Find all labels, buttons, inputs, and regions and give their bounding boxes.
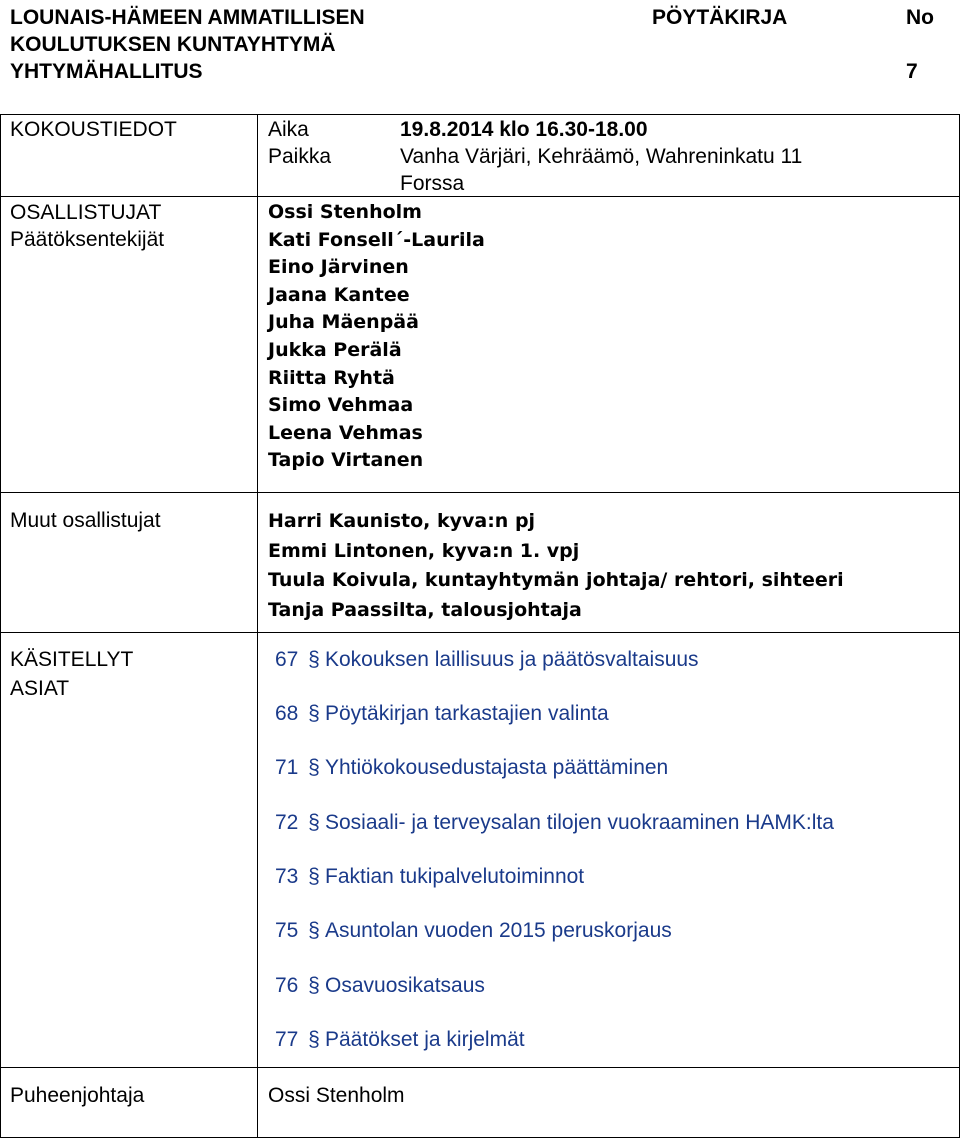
meeting-info-label: KOKOUSTIEDOT: [10, 118, 177, 141]
chair-name: Ossi Stenholm: [268, 1084, 405, 1107]
organization-name-line1: LOUNAIS-HÄMEEN AMMATILLISEN: [10, 6, 365, 29]
section-sign-icon: §: [308, 974, 320, 997]
decision-maker-name: Leena Vehmas: [268, 421, 423, 444]
section-sign-icon: §: [308, 648, 320, 671]
section-sign-icon: §: [308, 811, 320, 834]
decision-maker-name: Simo Vehmaa: [268, 394, 414, 417]
agenda-item[interactable]: [275, 754, 668, 782]
organization-name-line2: KOULUTUKSEN KUNTAYHTYMÄ: [10, 33, 336, 56]
time-label: Aika: [268, 118, 309, 141]
decision-makers-list: [268, 199, 485, 475]
agenda-item[interactable]: [275, 646, 699, 674]
agenda-item-title: Faktian tukipalvelutoiminnot: [325, 865, 585, 888]
board-name: YHTYMÄHALLITUS: [10, 60, 203, 83]
place-label: Paikka: [268, 145, 332, 168]
section-sign-icon: §: [308, 919, 320, 942]
agenda-item-number: 68: [275, 702, 299, 725]
decision-maker-name: Riitta Ryhtä: [268, 366, 395, 389]
section-sign-icon: §: [308, 702, 320, 725]
agenda-item[interactable]: [275, 863, 584, 891]
chair-label: Puheenjohtaja: [10, 1084, 145, 1107]
section-sign-icon: §: [308, 756, 320, 779]
other-participant: Tuula Koivula, kuntayhtymän johtaja/ rehtori, sihteeri: [268, 569, 844, 591]
decision-maker-name: Ossi Stenholm: [268, 201, 422, 223]
row-divider-decision-makers: [0, 492, 960, 493]
page-number: 7: [906, 60, 918, 83]
other-participant: Harri Kaunisto, kyva:n pj: [268, 510, 536, 532]
row-divider-others: [0, 632, 960, 633]
agenda-item-number: 72: [275, 811, 299, 834]
number-label: No: [906, 6, 934, 29]
agenda-item[interactable]: [275, 1026, 525, 1054]
other-participants-list: [268, 507, 844, 625]
agenda-item[interactable]: [275, 972, 485, 1000]
section-sign-icon: §: [308, 865, 320, 888]
decision-makers-label: Päätöksentekijät: [10, 228, 165, 251]
agenda-item[interactable]: [275, 700, 609, 728]
agenda-item-number: 71: [275, 756, 299, 779]
document-type: PÖYTÄKIRJA: [652, 6, 788, 29]
decision-maker-name: Juha Mäenpää: [268, 311, 419, 334]
agenda-item[interactable]: [275, 917, 672, 945]
agenda-item-number: 75: [275, 919, 299, 942]
decision-maker-name: Jukka Perälä: [268, 338, 402, 361]
decision-maker-name: Eino Järvinen: [268, 256, 409, 279]
place-value-city: Forssa: [400, 172, 465, 195]
agenda-item-title: Pöytäkirjan tarkastajien valinta: [325, 702, 609, 725]
agenda-item-title: Yhtiökokousedustajasta päättäminen: [325, 756, 669, 779]
other-participant: Tanja Paassilta, talousjohtaja: [268, 598, 582, 621]
table-top-border: [0, 114, 960, 115]
place-value-address: Vanha Värjäri, Kehräämö, Wahreninkatu 11: [400, 145, 803, 168]
row-divider-meeting: [0, 196, 960, 197]
other-participant: Emmi Lintonen, kyva:n 1. vpj: [268, 539, 580, 562]
table-left-border: [0, 114, 1, 1138]
agenda-item-number: 73: [275, 865, 299, 888]
time-value: 19.8.2014 klo 16.30-18.00: [400, 118, 648, 141]
agenda-item-title: Osavuosikatsaus: [325, 974, 485, 997]
agenda-item[interactable]: [275, 809, 834, 837]
agenda-label-line2: ASIAT: [10, 677, 70, 700]
agenda-item-number: 76: [275, 974, 299, 997]
agenda-item-number: 77: [275, 1028, 299, 1051]
other-participants-label: Muut osallistujat: [10, 509, 161, 532]
decision-maker-name: Tapio Virtanen: [268, 449, 424, 472]
section-sign-icon: §: [308, 1028, 320, 1051]
agenda-item-title: Asuntolan vuoden 2015 peruskorjaus: [325, 919, 672, 942]
column-divider: [257, 114, 258, 1138]
row-divider-agenda: [0, 1067, 960, 1068]
decision-maker-name: Jaana Kantee: [268, 283, 410, 306]
agenda-item-title: Sosiaali- ja terveysalan tilojen vuokraaminen HAMK:lta: [325, 811, 834, 834]
participants-label: OSALLISTUJAT: [10, 201, 162, 224]
decision-maker-name: Kati Fonsell´-Laurila: [268, 228, 485, 251]
agenda-item-title: Päätökset ja kirjelmät: [325, 1028, 525, 1051]
agenda-item-title: Kokouksen laillisuus ja päätösvaltaisuus: [325, 648, 699, 671]
agenda-label-line1: KÄSITELLYT: [10, 648, 134, 671]
agenda-item-number: 67: [275, 648, 299, 671]
